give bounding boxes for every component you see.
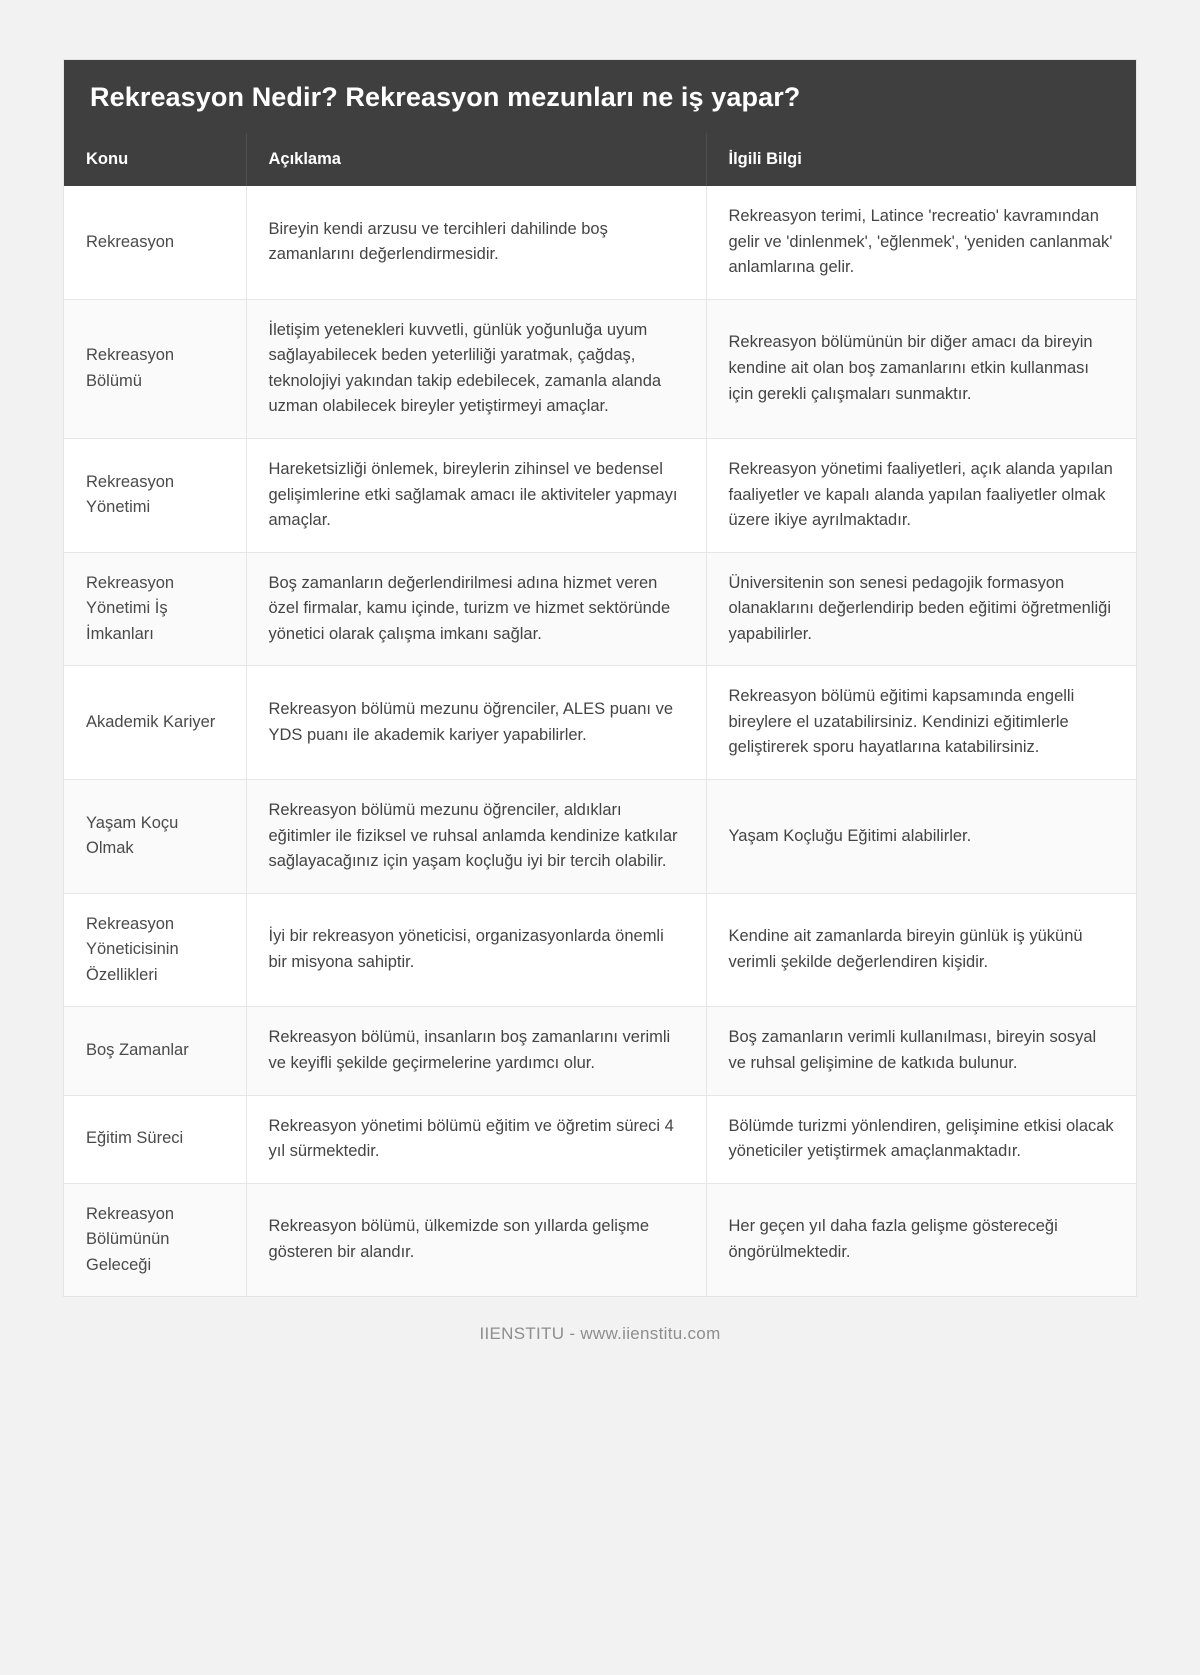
cell-ilgili: Rekreasyon bölümünün bir diğer amacı da bireyin kendine ait olan boş zamanlarını etkin kullanması için gerekli çalışmaları sunmaktır. <box>706 299 1136 438</box>
cell-aciklama: Rekreasyon bölümü, ülkemizde son yıllarda gelişme gösteren bir alandır. <box>246 1183 706 1296</box>
cell-ilgili: Her geçen yıl daha fazla gelişme göstereceği öngörülmektedir. <box>706 1183 1136 1296</box>
cell-konu: Rekreasyon Yönetimi İş İmkanları <box>64 552 246 666</box>
cell-konu: Rekreasyon Bölümünün Geleceği <box>64 1183 246 1296</box>
table-body <box>64 186 1136 1296</box>
column-header-aciklama: Açıklama <box>246 133 706 186</box>
footer-attribution: IIENSTITU - www.iienstitu.com <box>479 1324 721 1344</box>
cell-aciklama: Boş zamanların değerlendirilmesi adına hizmet veren özel firmalar, kamu içinde, turizm ve hizmet sektöründe yönetici olarak çalışma imkanı sağlar. <box>246 552 706 666</box>
cell-ilgili: Yaşam Koçluğu Eğitimi alabilirler. <box>706 780 1136 894</box>
cell-aciklama: Rekreasyon bölümü mezunu öğrenciler, aldıkları eğitimler ile fiziksel ve ruhsal anlamda kendinize katkılar sağlayacağınız için yaşam koçluğu iyi bir tercih olabilir. <box>246 780 706 894</box>
cell-ilgili: Kendine ait zamanlarda bireyin günlük iş yükünü verimli şekilde değerlendiren kişidir. <box>706 893 1136 1007</box>
cell-konu: Akademik Kariyer <box>64 666 246 780</box>
column-header-konu: Konu <box>64 133 246 186</box>
cell-konu: Boş Zamanlar <box>64 1007 246 1095</box>
table-row <box>64 1183 1136 1296</box>
table-row <box>64 666 1136 780</box>
cell-aciklama: İyi bir rekreasyon yöneticisi, organizasyonlarda önemli bir misyona sahiptir. <box>246 893 706 1007</box>
cell-ilgili: Boş zamanların verimli kullanılması, bireyin sosyal ve ruhsal gelişimine de katkıda bulunur. <box>706 1007 1136 1095</box>
cell-ilgili: Rekreasyon bölümü eğitimi kapsamında engelli bireylere el uzatabilirsiniz. Kendinizi eğitimlerle geliştirerek sporu hayatlarına katabilirsiniz. <box>706 666 1136 780</box>
table-header-row <box>64 133 1136 186</box>
table-row <box>64 1095 1136 1183</box>
table-row <box>64 893 1136 1007</box>
info-table <box>64 60 1136 1296</box>
cell-konu: Rekreasyon Yönetimi <box>64 438 246 552</box>
info-table-container <box>64 60 1136 1296</box>
cell-ilgili: Bölümde turizmi yönlendiren, gelişimine etkisi olacak yöneticiler yetiştirmek amaçlanmaktadır. <box>706 1095 1136 1183</box>
table-row <box>64 1007 1136 1095</box>
cell-aciklama: İletişim yetenekleri kuvvetli, günlük yoğunluğa uyum sağlayabilecek beden yeterliliği yaratmak, çağdaş, teknolojiyi yakından takip edebilecek, zamanla alanda uzman olabilecek bireyler yetiştirmeyi amaçlar. <box>246 299 706 438</box>
cell-konu: Yaşam Koçu Olmak <box>64 780 246 894</box>
cell-aciklama: Hareketsizliği önlemek, bireylerin zihinsel ve bedensel gelişimlerine etki sağlamak amacı ile aktiviteler yapmayı amaçlar. <box>246 438 706 552</box>
column-header-ilgili-bilgi: İlgili Bilgi <box>706 133 1136 186</box>
cell-konu: Rekreasyon <box>64 186 246 299</box>
table-row <box>64 552 1136 666</box>
page-title: Rekreasyon Nedir? Rekreasyon mezunları ne iş yapar? <box>64 60 1136 133</box>
cell-aciklama: Rekreasyon bölümü, insanların boş zamanlarını verimli ve keyifli şekilde geçirmelerine yardımcı olur. <box>246 1007 706 1095</box>
cell-konu: Eğitim Süreci <box>64 1095 246 1183</box>
cell-aciklama: Rekreasyon bölümü mezunu öğrenciler, ALES puanı ve YDS puanı ile akademik kariyer yapabilirler. <box>246 666 706 780</box>
table-row <box>64 438 1136 552</box>
table-row <box>64 186 1136 299</box>
cell-konu: Rekreasyon Yöneticisinin Özellikleri <box>64 893 246 1007</box>
cell-ilgili: Üniversitenin son senesi pedagojik formasyon olanaklarını değerlendirip beden eğitimi öğretmenliği yapabilirler. <box>706 552 1136 666</box>
cell-aciklama: Bireyin kendi arzusu ve tercihleri dahilinde boş zamanlarını değerlendirmesidir. <box>246 186 706 299</box>
cell-konu: Rekreasyon Bölümü <box>64 299 246 438</box>
table-header <box>64 133 1136 186</box>
table-row <box>64 780 1136 894</box>
table-row <box>64 299 1136 438</box>
cell-aciklama: Rekreasyon yönetimi bölümü eğitim ve öğretim süreci 4 yıl sürmektedir. <box>246 1095 706 1183</box>
cell-ilgili: Rekreasyon terimi, Latince 'recreatio' kavramından gelir ve 'dinlenmek', 'eğlenmek', 'yeniden canlanmak' anlamlarına gelir. <box>706 186 1136 299</box>
cell-ilgili: Rekreasyon yönetimi faaliyetleri, açık alanda yapılan faaliyetler ve kapalı alanda yapılan faaliyetler olmak üzere ikiye ayrılmaktadır. <box>706 438 1136 552</box>
